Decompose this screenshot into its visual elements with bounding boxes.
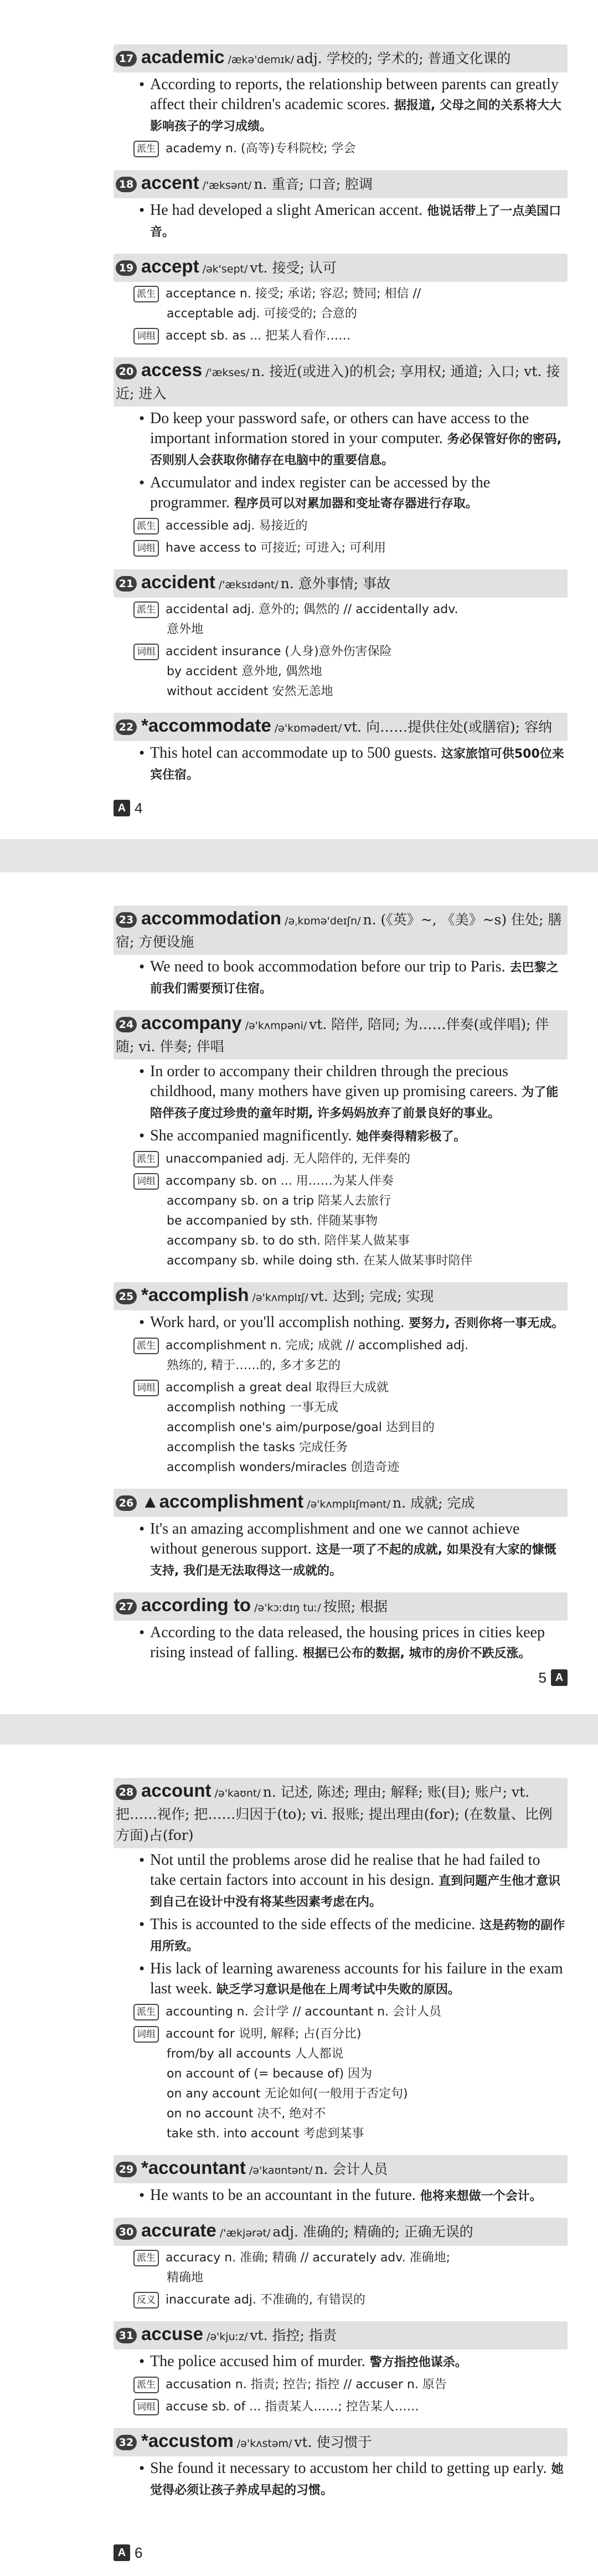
dictionary-entry [114, 569, 568, 702]
entry-header [114, 1282, 568, 1310]
phonetic-transcription: /ækə'demɪk/ [228, 54, 295, 66]
phonetic-transcription: /ə'kaʊntənt/ [249, 2164, 313, 2177]
entry-number-badge: 29 [116, 2162, 137, 2177]
related-tag: 词组 [133, 1173, 159, 1190]
headword: accommodation [141, 908, 282, 928]
dictionary-entry [114, 2218, 568, 2310]
related-text [166, 284, 568, 324]
definition: 按照; 根据 [323, 1598, 388, 1615]
definition: vt. 陪伴, 陪同; 为……伴奏(或伴唱); 伴随; vi. 伴奏; 伴唱 [116, 1016, 549, 1055]
related-forms [133, 1149, 568, 1169]
headword: accurate [141, 2220, 216, 2240]
example-sentence [133, 473, 568, 514]
related-line: on any account 无论如何(一般用于否定句) [167, 2087, 408, 2101]
example-english: Accumulator and index register can be accessed by the programmer. [150, 474, 491, 511]
example-english: The police accused him of murder. [150, 2353, 365, 2370]
phonetic-transcription: /'æksɪdənt/ [218, 579, 279, 591]
entry-body [114, 2186, 568, 2207]
related-text [166, 139, 568, 159]
entry-header [114, 713, 568, 741]
example-chinese: 这是一项了不起的成就, 如果没有大家的慷慨支持, 我们是无法取得这一成就的。 [150, 1543, 556, 1578]
related-tag: 反义 [133, 2292, 159, 2308]
entry-header [114, 569, 568, 598]
definition: n. 成就; 完成 [393, 1495, 475, 1511]
definition: vt. 使习惯于 [294, 2434, 372, 2450]
related-text [166, 642, 568, 702]
example-sentence [133, 1519, 568, 1581]
dictionary-page-6 [0, 1745, 598, 2576]
related-forms [133, 284, 568, 324]
related-line: accessible adj. 易接近的 [166, 519, 308, 533]
example-english: This hotel can accommodate up to 500 guests. [150, 744, 437, 762]
example-chinese: 务必保管好你的密码, 否则别人会获取你储存在电脑中的重要信息。 [150, 433, 562, 467]
phonetic-transcription: /'ækses/ [205, 367, 250, 379]
related-line: accusation n. 指责; 控告; 指控 // accuser n. 原告 [166, 2378, 447, 2392]
entry-header [114, 906, 568, 955]
dictionary-entry [114, 713, 568, 785]
headword: *accountant [141, 2157, 246, 2178]
headword: *accomplish [141, 1284, 249, 1305]
entry-header [114, 1592, 568, 1621]
dictionary-page-5 [0, 872, 598, 1714]
phonetic-transcription: /ə'kɔːdɪŋ tuː/ [254, 1602, 321, 1614]
dictionary-entry [114, 44, 568, 159]
example-sentence [133, 2459, 568, 2501]
entry-body [114, 200, 568, 243]
example-chinese: 据报道, 父母之间的关系将大大影响孩子的学习成绩。 [150, 99, 561, 133]
related-tag: 派生 [133, 601, 159, 618]
definition: n. 重音; 口音; 腔调 [254, 176, 373, 192]
example-english: Do keep your password safe, or others can have access to the important information stored in your computer. [150, 410, 529, 447]
related-line: be accompanied by sth. 伴随某事物 [167, 1214, 378, 1228]
related-tag: 派生 [133, 2377, 159, 2393]
related-line: accomplish a great deal 取得巨大成就 [166, 1381, 389, 1395]
related-text [166, 600, 568, 640]
related-line: 精确地 [167, 2271, 204, 2285]
example-chinese: 根据已公布的数据, 城市的房价不跌反涨。 [302, 1647, 531, 1660]
related-line: accomplish one's aim/purpose/goal 达到目的 [167, 1421, 435, 1434]
example-sentence [133, 1623, 568, 1664]
related-text [166, 1171, 568, 1271]
related-line: academy n. (高等)专科院校; 学会 [166, 142, 356, 156]
entry-number-badge: 30 [116, 2224, 137, 2240]
related-text [166, 538, 568, 558]
example-chinese: 她伴奏得精彩极了。 [356, 1130, 466, 1144]
example-sentence [133, 743, 568, 785]
headword: access [141, 359, 203, 380]
entry-number-badge: 21 [116, 576, 137, 592]
example-english: He wants to be an accountant in the future. [150, 2187, 416, 2204]
headword: *accommodate [141, 715, 271, 736]
example-sentence [133, 1062, 568, 1124]
entry-body [114, 1313, 568, 1478]
dictionary-entry [114, 254, 568, 346]
related-forms [133, 326, 568, 346]
dictionary-entry [114, 1778, 568, 2144]
related-text [166, 2002, 568, 2022]
entry-number-badge: 26 [116, 1495, 137, 1511]
related-line: on account of (= because of) 因为 [167, 2067, 373, 2081]
related-tag: 词组 [133, 328, 159, 345]
related-tag: 词组 [133, 2026, 159, 2043]
dictionary-entry [114, 2428, 568, 2501]
phonetic-transcription: /ə'kʌmplɪʃmənt/ [307, 1498, 391, 1510]
example-sentence [133, 200, 568, 243]
related-line: inaccurate adj. 不准确的, 有错误的 [166, 2293, 365, 2307]
entry-header [114, 44, 568, 73]
headword: *accustom [141, 2430, 234, 2451]
entry-number-badge: 25 [116, 1289, 137, 1304]
example-english: His lack of learning awareness accounts for his failure in the exam last week. [150, 1960, 563, 1997]
dictionary-page-4 [0, 0, 598, 839]
definition: n. 会计人员 [315, 2161, 388, 2177]
dictionary-entry [114, 357, 568, 558]
related-forms [133, 2397, 568, 2417]
dictionary-entry [114, 170, 568, 243]
related-tag: 派生 [133, 1338, 159, 1354]
entry-body [114, 743, 568, 785]
entry-number-badge: 31 [116, 2328, 137, 2343]
phonetic-transcription: /ə'kʌmplɪʃ/ [252, 1292, 308, 1304]
entry-body [114, 75, 568, 159]
dictionary-entry [114, 1010, 568, 1271]
headword: accent [141, 172, 199, 193]
entry-body [114, 284, 568, 346]
related-line: accept sb. as ... 把某人看作…… [166, 329, 351, 343]
related-line: take sth. into account 考虑到某事 [167, 2127, 364, 2141]
related-line: acceptable adj. 可接受的; 合意的 [167, 307, 357, 321]
page-number: 5 A [534, 1667, 568, 1687]
example-sentence [133, 409, 568, 471]
example-sentence [133, 75, 568, 137]
entry-header [114, 1778, 568, 1848]
related-line: accompany sb. on ... 用……为某人伴奏 [166, 1174, 394, 1188]
dictionary-entry [114, 1592, 568, 1664]
definition: n. 接近(或进入)的机会; 享用权; 通道; 入口; vt. 接近; 进入 [116, 363, 560, 402]
example-english: She accompanied magnificently. [150, 1127, 352, 1144]
related-line: accidental adj. 意外的; 偶然的 // accidentally adv. [166, 603, 458, 616]
related-line: accuracy n. 准确; 精确 // accurately adv. 准确地; [166, 2251, 450, 2265]
related-text [166, 1149, 568, 1169]
dictionary-entry [114, 2321, 568, 2417]
related-forms [133, 2248, 568, 2288]
entry-list [114, 906, 568, 1675]
entry-header [114, 2428, 568, 2456]
related-forms [133, 1336, 568, 1376]
entry-number-badge: 32 [116, 2435, 137, 2450]
related-line: on no account 决不, 绝对不 [167, 2107, 326, 2121]
entry-header [114, 357, 568, 407]
example-chinese: 去巴黎之前我们需要预订住宿。 [150, 961, 559, 996]
related-tag: 词组 [133, 1380, 159, 1396]
example-sentence [133, 2186, 568, 2207]
definition: n. 记述, 陈述; 理由; 解释; 账(目); 账户; vt. 把……视作; 把……归因于(to); vi. 报账; 提出理由(for); (在数量、比例方面)占(for) [116, 1784, 553, 1843]
example-chinese: 要努力, 否则你将一事无成。 [409, 1317, 564, 1330]
entry-body [114, 2352, 568, 2417]
related-line: accounting n. 会计学 // accountant n. 会计人员 [166, 2005, 442, 2019]
entry-header [114, 254, 568, 282]
example-chinese: 他将来想做一个会计。 [420, 2189, 542, 2203]
entry-body [114, 1850, 568, 2144]
example-sentence [133, 1959, 568, 2000]
phonetic-transcription: /ə'kɒmədeɪt/ [274, 722, 342, 734]
headword: ▲accomplishment [141, 1491, 304, 1511]
headword: accompany [141, 1012, 242, 1033]
entry-number-badge: 27 [116, 1599, 137, 1615]
definition: vt. 向……提供住处(或膳宿); 容纳 [344, 719, 552, 735]
related-line: have access to 可接近; 可进入; 可利用 [166, 541, 386, 555]
example-chinese: 程序员可以对累加器和变址寄存器进行存取。 [234, 497, 478, 511]
entry-body [114, 2459, 568, 2501]
entry-header [114, 1010, 568, 1060]
entry-number-badge: 23 [116, 912, 137, 928]
entry-list [114, 1778, 568, 2512]
related-line: 意外地 [167, 623, 204, 636]
related-text [166, 2397, 568, 2417]
related-tag: 派生 [133, 2250, 159, 2266]
related-text [166, 1378, 568, 1478]
related-line: without accident 安然无恙地 [167, 685, 333, 698]
dictionary-entry [114, 2155, 568, 2207]
page-marker-icon: A [114, 800, 130, 816]
example-chinese: 他说话带上了一点美国口音。 [150, 204, 561, 239]
example-sentence [133, 2352, 568, 2373]
related-forms [133, 600, 568, 640]
related-text [166, 2248, 568, 2288]
dictionary-entry [114, 1489, 568, 1581]
related-forms [133, 1378, 568, 1478]
entry-header [114, 2218, 568, 2246]
related-forms [133, 2375, 568, 2395]
related-tag: 词组 [133, 2399, 159, 2415]
example-chinese: 这是药物的副作用所致。 [150, 1919, 565, 1953]
phonetic-transcription: /'æksənt/ [202, 179, 252, 192]
definition: adj. 学校的; 学术的; 普通文化课的 [296, 50, 511, 66]
related-forms [133, 516, 568, 536]
example-sentence [133, 1850, 568, 1912]
example-sentence [133, 1915, 568, 1957]
entry-number-badge: 24 [116, 1017, 137, 1032]
example-english: We need to book accommodation before our trip to Paris. [150, 958, 506, 975]
related-forms [133, 538, 568, 558]
related-tag: 词组 [133, 644, 159, 660]
definition: vt. 接受; 认可 [250, 260, 337, 276]
example-sentence [133, 957, 568, 999]
related-line: accomplish wonders/miracles 创造奇迹 [167, 1461, 400, 1474]
entry-body [114, 409, 568, 558]
entry-number-badge: 28 [116, 1785, 137, 1800]
related-forms [133, 2290, 568, 2310]
entry-header [114, 2155, 568, 2183]
related-line: accident insurance (人身)意外伤害保险 [166, 645, 392, 659]
related-forms [133, 2002, 568, 2022]
related-tag: 派生 [133, 286, 159, 302]
related-line: accompany sb. on a trip 陪某人去旅行 [167, 1194, 391, 1208]
related-tag: 派生 [133, 2004, 159, 2020]
related-line: accomplishment n. 完成; 成就 // accomplished adj. [166, 1339, 469, 1353]
related-tag: 派生 [133, 141, 159, 157]
related-text [166, 2290, 568, 2310]
phonetic-transcription: /əˌkɒmə'deɪʃn/ [285, 915, 361, 927]
example-sentence [133, 1126, 568, 1147]
definition: vt. 达到; 完成; 实现 [310, 1288, 434, 1304]
entry-body [114, 1062, 568, 1271]
example-english: This is accounted to the side effects of the medicine. [150, 1916, 476, 1933]
entry-header [114, 2321, 568, 2349]
example-chinese: 为了能陪伴孩子度过珍贵的童年时期, 许多妈妈放弃了前景良好的事业。 [150, 1086, 559, 1120]
entry-body [114, 600, 568, 702]
entry-list [114, 44, 568, 796]
phonetic-transcription: /ə'kjuːz/ [206, 2331, 248, 2343]
related-line: 熟练的, 精于……的, 多才多艺的 [167, 1359, 341, 1372]
example-chinese: 直到问题产生他才意识到自己在设计中没有将某些因素考虑在内。 [150, 1874, 561, 1909]
example-chinese: 缺乏学习意识是他在上周考试中失败的原因。 [216, 1983, 460, 1997]
related-text [166, 2024, 568, 2144]
page-number: A 4 [114, 798, 147, 817]
related-line: accompany sb. to do sth. 陪伴某人做某事 [167, 1234, 410, 1248]
example-english: Work hard, or you'll accomplish nothing. [150, 1314, 405, 1331]
entry-number-badge: 18 [116, 177, 137, 192]
example-chinese: 她觉得必须让孩子养成早起的习惯。 [150, 2462, 564, 2497]
entry-body [114, 957, 568, 999]
definition: vt. 指控; 指责 [250, 2327, 337, 2343]
page-marker-icon: A [551, 1669, 568, 1686]
related-text [166, 2375, 568, 2395]
page-marker-icon: A [114, 2544, 130, 2561]
example-english: According to the data released, the housing prices in cities keep rising instead of falling. [150, 1624, 545, 1661]
definition: n. 意外事情; 事故 [280, 575, 391, 592]
entry-number-badge: 20 [116, 364, 137, 379]
related-forms [133, 642, 568, 702]
related-line: account for 说明, 解释; 占(百分比) [166, 2027, 362, 2041]
phonetic-transcription: /'ækjərət/ [219, 2227, 271, 2239]
related-forms [133, 1171, 568, 1271]
example-english: According to reports, the relationship between parents can greatly affect their children's academic scores. [150, 76, 559, 113]
related-text [166, 1336, 568, 1376]
related-line: accuse sb. of ... 指责某人……; 控告某人…… [166, 2400, 419, 2414]
entry-body [114, 2248, 568, 2310]
headword: academic [141, 47, 225, 67]
example-chinese: 警方指控他谋杀。 [369, 2356, 467, 2369]
phonetic-transcription: /ə'kʌstəm/ [236, 2438, 292, 2450]
entry-body [114, 1623, 568, 1664]
definition: n. (《英》~, 《美》~s) 住处; 膳宿; 方便设施 [116, 912, 562, 950]
related-line: unaccompanied adj. 无人陪伴的, 无伴奏的 [166, 1152, 410, 1166]
headword: accuse [141, 2323, 203, 2344]
entry-number-badge: 19 [116, 260, 137, 276]
related-line: accomplish nothing 一事无成 [167, 1401, 339, 1415]
headword: account [141, 1780, 212, 1801]
related-text [166, 326, 568, 346]
page-number: A 6 [114, 2542, 147, 2562]
related-forms [133, 139, 568, 159]
definition: adj. 准确的; 精确的; 正确无误的 [272, 2224, 473, 2240]
related-tag: 派生 [133, 1151, 159, 1168]
dictionary-entry [114, 906, 568, 999]
related-line: by accident 意外地, 偶然地 [167, 665, 322, 678]
related-text [166, 516, 568, 536]
entry-body [114, 1519, 568, 1581]
related-tag: 词组 [133, 540, 159, 557]
entry-header [114, 1489, 568, 1517]
example-sentence [133, 1313, 568, 1334]
related-line: accomplish the tasks 完成任务 [167, 1441, 348, 1454]
phonetic-transcription: /ək'sept/ [202, 263, 248, 275]
example-english: It's an amazing accomplishment and one we cannot achieve without generous support. [150, 1520, 520, 1557]
related-line: acceptance n. 接受; 承诺; 容忍; 赞同; 相信 // [166, 287, 421, 301]
entry-number-badge: 22 [116, 719, 137, 735]
headword: accident [141, 572, 215, 592]
entry-number-badge: 17 [116, 51, 137, 66]
example-chinese: 这家旅馆可供500位来宾住宿。 [150, 747, 564, 782]
related-line: from/by all accounts 人人都说 [167, 2047, 344, 2061]
phonetic-transcription: /ə'kaʊnt/ [214, 1787, 261, 1799]
related-tag: 派生 [133, 518, 159, 534]
dictionary-entry [114, 1282, 568, 1478]
related-forms [133, 2024, 568, 2144]
example-english: He had developed a slight American accent. [150, 202, 423, 219]
related-line: accompany sb. while doing sth. 在某人做某事时陪伴 [167, 1254, 473, 1268]
entry-header [114, 170, 568, 198]
example-english: In order to accompany their children through the precious childhood, many mothers have given up promising careers. [150, 1063, 518, 1100]
headword: according to [141, 1595, 251, 1615]
headword: accept [141, 256, 199, 276]
example-english: She found it necessary to accustom her child to getting up early. [150, 2460, 547, 2477]
example-english: Not until the problems arose did he realise that he had failed to take certain factors into account in his design. [150, 1852, 540, 1889]
phonetic-transcription: /ə'kʌmpəni/ [245, 1020, 307, 1032]
